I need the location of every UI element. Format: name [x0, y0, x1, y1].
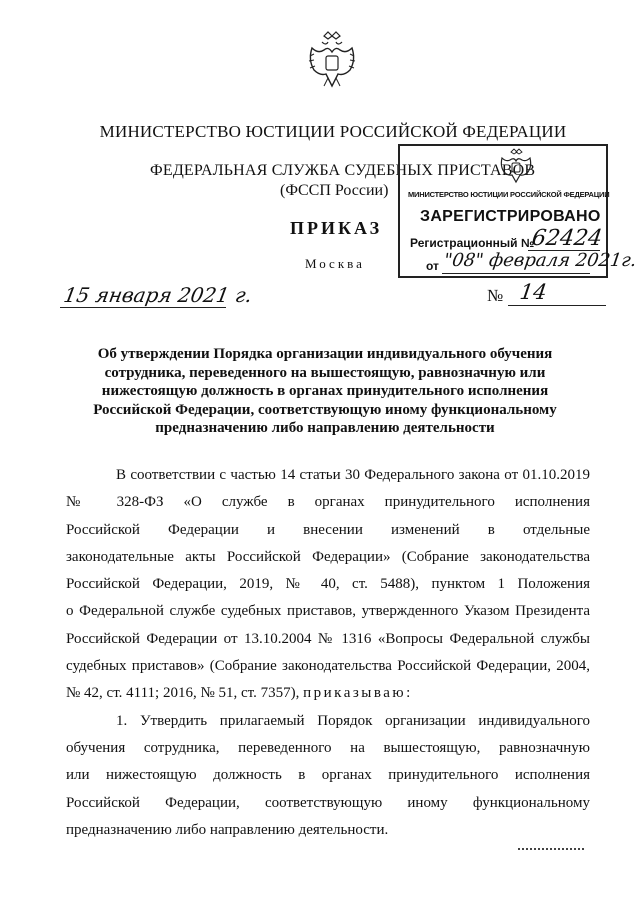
document-type: ПРИКАЗ: [290, 218, 383, 238]
stamp-regno-value: 62424: [530, 226, 604, 251]
order-body: [66, 462, 590, 844]
body-line: законодательные акты Российской Федерации» (Собрание законодательства: [66, 548, 590, 565]
body-line: № 328-ФЗ «О службе в органах принудительного исполнения: [66, 494, 590, 511]
title-line: Об утверждении Порядка организации индивидуального обучения: [97, 346, 553, 362]
body-line-prefix: № 42, ст. 4111; 2016, № 51, ст. 7357),: [66, 685, 300, 702]
body-line: Российской Федерации и внесении изменений в отдельные: [66, 521, 590, 538]
order-directive: приказываю:: [303, 685, 413, 702]
title-line: Российской Федерации, соответствующую иному функциональному: [93, 401, 557, 418]
title-line: предназначению либо направлению деятельности: [155, 420, 495, 436]
order-title: [80, 345, 570, 438]
coat-of-arms-icon: [304, 30, 360, 92]
page-marks: [518, 848, 584, 850]
stamp-regno-label: Регистрационный №: [410, 236, 535, 250]
service-abbreviation: (ФССП России): [280, 182, 389, 199]
stamp-emblem-icon: [498, 148, 534, 184]
stamp-from-underline: [442, 273, 590, 274]
ministry-name: МИНИСТЕРСТВО ЮСТИЦИИ РОССИЙСКОЙ ФЕДЕРАЦИИ: [99, 122, 567, 141]
body-line: Российской Федерации от 13.10.2004 № 1316 «Вопросы Федеральной службы: [66, 630, 590, 647]
service-name: ФЕДЕРАЛЬНАЯ СЛУЖБА СУДЕБНЫХ ПРИСТАВОВ: [150, 162, 536, 179]
order-date-underline: [60, 307, 226, 308]
body-line: [66, 680, 590, 707]
stamp-registered: ЗАРЕГИСТРИРОВАНО: [420, 208, 601, 225]
city: Москва: [305, 256, 365, 271]
body-line: обучения сотрудника, переведенного на вышестоящую, равнозначную: [66, 739, 590, 756]
body-line: предназначению либо направлению деятельности.: [66, 821, 389, 838]
body-line: Российской Федерации, 2019, № 40, ст. 5488), пунктом 1 Положения: [66, 576, 590, 593]
registration-stamp: [398, 144, 638, 278]
stamp-ministry: МИНИСТЕРСТВО ЮСТИЦИИ РОССИЙСКОЙ ФЕДЕРАЦИИ: [408, 190, 610, 199]
body-line: Российской Федерации, соответствующую иному функциональному: [66, 794, 590, 811]
title-line: сотрудника, переведенного на вышестоящую, равнозначную или: [104, 364, 546, 381]
order-number-value: 14: [518, 280, 549, 304]
body-line: судебных приставов» (Собрание законодательства Российской Федерации, 2004,: [66, 658, 590, 675]
body-line: В соответствии с частью 14 статьи 30 Федерального закона от 01.10.2019: [116, 467, 590, 483]
order-number-label: №: [487, 286, 504, 305]
body-line: или нижестоящую должность в органах принудительного исполнения: [66, 767, 590, 784]
order-number-underline: [508, 305, 606, 306]
body-line: о Федеральной службе судебных приставов, утвержденного Указом Президента: [66, 603, 590, 620]
stamp-from-label: от: [426, 259, 439, 273]
order-date: 15 января 2021 г.: [61, 283, 255, 307]
title-line: нижестоящую должность в органах принудительного исполнения: [101, 383, 549, 399]
stamp-from-value: "08" февраля 2021г.: [442, 250, 638, 271]
body-line: 1. Утвердить прилагаемый Порядок организации индивидуального: [116, 712, 590, 729]
